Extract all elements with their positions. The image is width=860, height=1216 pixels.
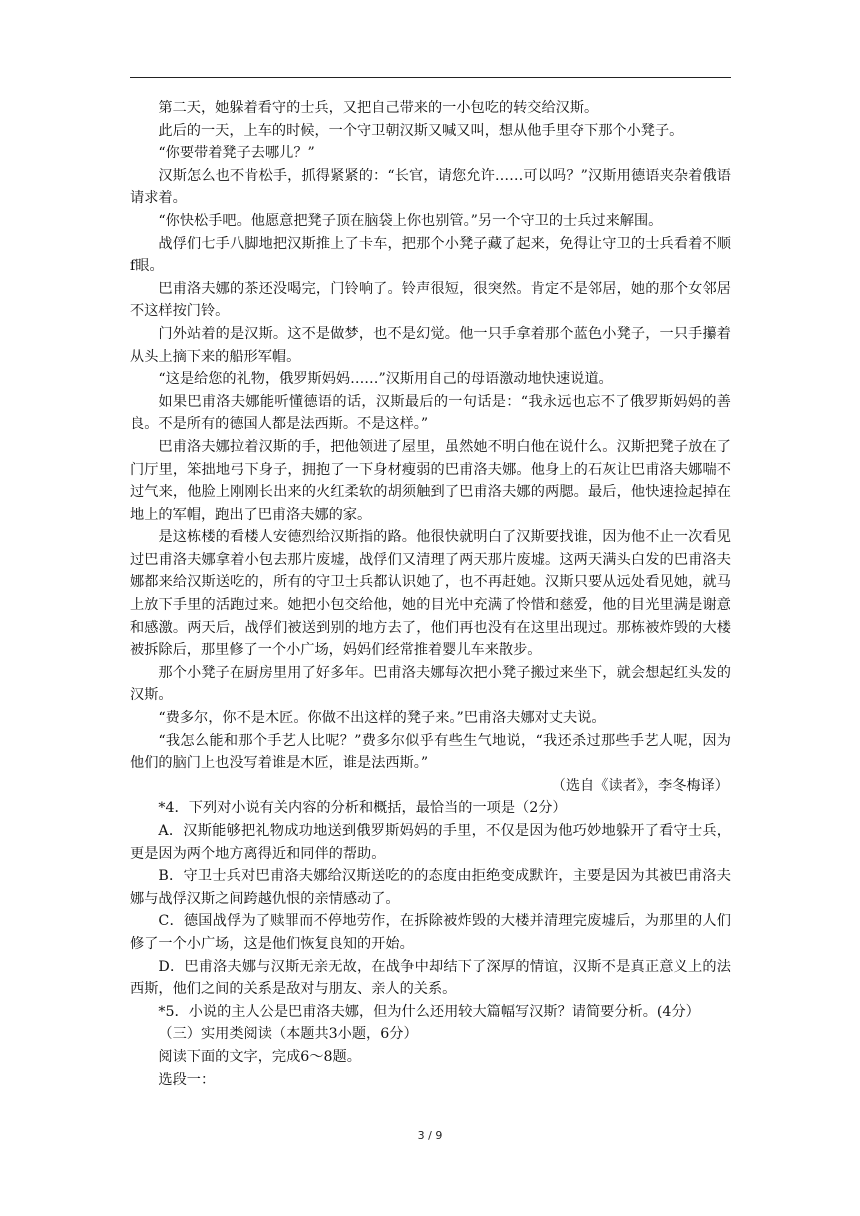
question-4: *4．下列对小说有关内容的分析和概括，最恰当的一项是（2分） [158, 800, 567, 817]
story-paragraph: 是这栋楼的看楼人安德烈给汉斯指的路。他很快就明白了汉斯要找谁，因为他不止一次看见过巴甫洛夫娜拿着小包去那片废墟，战俘们又清理了两天那片废墟。这两天满头白发的巴甫洛夫娜都来给汉斯送吃的，所有的守卫士兵都认识她了，也不再赶她。汉斯只要从远处看见她，就马上放下手里的活跑过来。她把小包交给他，她的目光中充满了怜惜和慈爱，他的目光里满是谢意和感激。两天后，战俘们被送到别的地方去了，他们再也没有在这里出现过。那栋被炸毁的大楼被拆除后，那里修了一个小广场，妈妈们经常推着婴儿车来散步。 [130, 529, 731, 659]
story-paragraph: 如果巴甫洛夫娜能听懂德语的话，汉斯最后的一句话是：“我永远也忘不了俄罗斯妈妈的善良。不是所有的德国人都是法西斯。不是这样。” [130, 393, 731, 433]
section-instruction: 阅读下面的文字，完成6～8题。 [158, 1048, 361, 1065]
option-a: A．汉斯能够把礼物成功地送到俄罗斯妈妈的手里，不仅是因为他巧妙地躲开了看守士兵，更是因为两个地方离得近和同伴的帮助。 [130, 823, 731, 862]
story-paragraph: 此后的一天，上车的时候，一个守卫朝汉斯又喊又叫，想从他手里夺下那个小凳子。 [158, 122, 684, 139]
source-citation: （选自《读者》，李冬梅译） [551, 777, 729, 794]
story-paragraph: 门外站着的是汉斯。这不是做梦，也不是幻觉。他一只手拿着那个蓝色小凳子，一只手攥着从头上摘下来的船形军帽。 [130, 325, 731, 365]
excerpt-label: 选段一： [158, 1071, 216, 1088]
story-paragraph: “我怎么能和那个手艺人比呢？”费多尔似乎有些生气地说，“我还杀过那些手艺人呢，因为他们的脑门上也没写着谁是木匠，谁是法西斯。” [130, 732, 731, 772]
header-rule [130, 77, 731, 78]
story-paragraph: “这是给您的礼物，俄罗斯妈妈……”汉斯用自己的母语激动地快速说道。 [158, 371, 613, 388]
option-d: D．巴甫洛夫娜与汉斯无亲无故，在战争中却结下了深厚的情谊，汉斯不是真正意义上的法西斯，他们之间的关系是敌对与朋友、亲人的关系。 [130, 958, 731, 998]
document-body [130, 97, 731, 1091]
story-paragraph: 巴甫洛夫娜的茶还没喝完，门铃响了。铃声很短，很突然。肯定不是邻居，她的那个女邻居不这样按门铃。 [130, 280, 731, 320]
story-paragraph: “费多尔，你不是木匠。你做不出这样的凳子来。”巴甫洛夫娜对丈夫说。 [158, 710, 606, 727]
story-paragraph: “你要带着凳子去哪儿？” [158, 145, 315, 162]
page-number: 3 / 9 [417, 1129, 443, 1142]
question-5: *5．小说的主人公是巴甫洛夫娜，但为什么还用较大篇幅写汉斯？请简要分析。(4分） [158, 1003, 700, 1020]
option-b: B．守卫士兵对巴甫洛夫娜给汉斯送吃的的态度由拒绝变成默许，主要是因为其被巴甫洛夫娜与战俘汉斯之间跨越仇恨的亲情感动了。 [130, 868, 731, 907]
story-paragraph: 第二天，她躲着看守的士兵，又把自己带来的一小包吃的转交给汉斯。 [158, 100, 599, 116]
story-paragraph: 巴甫洛夫娜拉着汉斯的手，把他领进了屋里，虽然她不明白他在说什么。汉斯把凳子放在了门厅里，笨拙地弓下身子，拥抱了一下身材瘦弱的巴甫洛夫娜。他身上的石灰让巴甫洛夫娜喘不过气来，他脸上刚刚长出来的火红柔软的胡须触到了巴甫洛夫娜的两腮。最后，他快速捡起掉在地上的军帽，跑出了巴甫洛夫娜的家。 [130, 438, 731, 523]
story-paragraph: 战俘们七手八脚地把汉斯推上了卡车，把那个小凳子藏了起来，免得让守卫的士兵看着不顺f眼。 [130, 235, 731, 275]
story-paragraph: 汉斯怎么也不肯松手，抓得紧紧的：“长官，请您允许……可以吗？”汉斯用德语夹杂着俄语请求着。 [130, 167, 731, 207]
story-paragraph: “你快松手吧。他愿意把凳子顶在脑袋上你也别管。”另一个守卫的士兵过来解围。 [158, 212, 663, 229]
option-c: C．德国战俘为了赎罪而不停地劳作，在拆除被炸毁的大楼并清理完废墟后，为那里的人们修了一个小广场，这是他们恢复良知的开始。 [130, 913, 731, 952]
section-heading: （三）实用类阅读（本题共3小题，6分） [158, 1026, 418, 1043]
story-paragraph: 那个小凳子在厨房里用了好多年。巴甫洛夫娜每次把小凳子搬过来坐下，就会想起红头发的汉斯。 [130, 664, 731, 704]
